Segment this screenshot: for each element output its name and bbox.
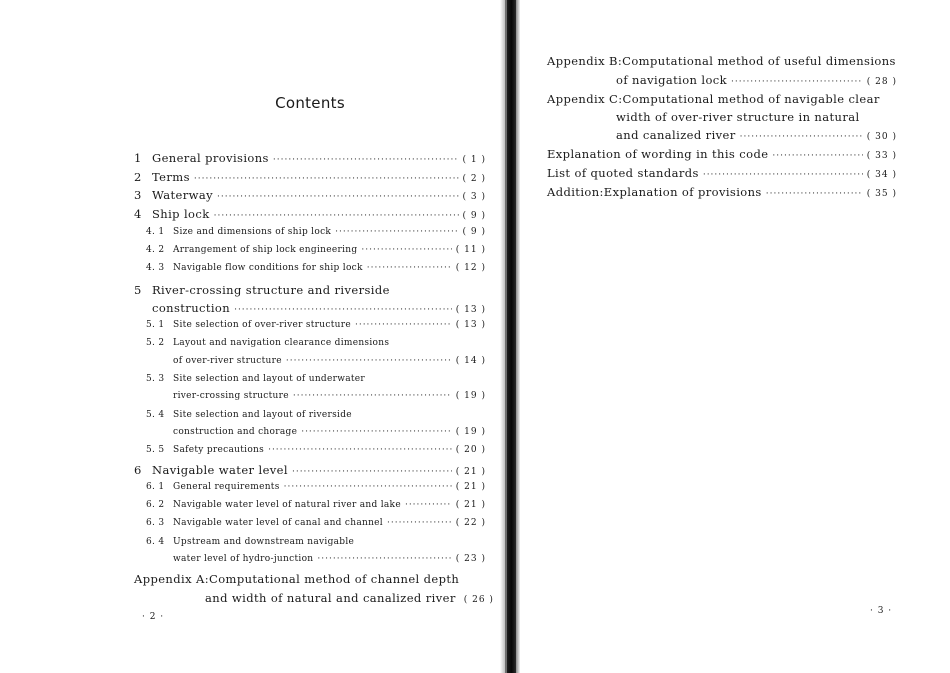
page-number-right: · 3 · <box>870 606 893 616</box>
toc-entry-page: ( 22 ) <box>455 518 486 528</box>
dot-leader <box>367 263 452 273</box>
toc-entry-title: Appendix C:Computational method of navigable clear <box>547 92 880 106</box>
toc-entry-title: Arrangement of ship lock engineering <box>173 245 358 255</box>
toc-entry-title: construction <box>152 301 231 315</box>
toc-entry-page: ( 12 ) <box>455 263 486 273</box>
toc-entry-continuation[interactable] <box>616 128 897 146</box>
dot-leader <box>766 189 863 199</box>
toc-entry-title: construction and chorage <box>173 427 298 437</box>
dot-leader <box>214 211 459 221</box>
toc-entry-page: ( 34 ) <box>866 170 897 180</box>
toc-entry-title: Safety precautions <box>173 445 265 455</box>
dot-leader <box>194 174 459 184</box>
toc-entry-continuation[interactable] <box>152 301 486 319</box>
toc-entry-title: Navigable water level of canal and channel <box>173 518 383 528</box>
dot-leader <box>731 77 863 87</box>
toc-subentry[interactable] <box>146 374 486 392</box>
toc-entry[interactable] <box>547 54 897 72</box>
toc-entry[interactable] <box>134 283 486 301</box>
toc-entry-title: List of quoted standards <box>547 166 699 180</box>
page-number-left: · 2 · <box>142 612 165 622</box>
toc-entry-page: ( 19 ) <box>455 427 486 437</box>
dot-leader <box>301 427 452 437</box>
toc-entry-number: 5. 2 <box>146 338 165 348</box>
toc-entry-title: Waterway <box>152 188 213 202</box>
dot-leader <box>317 554 451 564</box>
toc-entry[interactable] <box>134 188 486 206</box>
toc-subentry[interactable] <box>146 445 486 463</box>
toc-entry-page: ( 35 ) <box>866 189 897 199</box>
toc-entry-page: ( 19 ) <box>455 391 486 401</box>
toc-entry[interactable] <box>134 151 486 169</box>
toc-subentry[interactable] <box>146 537 486 555</box>
toc-entry-title: Navigable water level of natural river and lake <box>173 500 401 510</box>
dot-leader <box>740 132 863 142</box>
toc-entry-number: 3 <box>134 188 142 202</box>
dot-leader <box>772 151 862 161</box>
toc-entry-number: 6. 3 <box>146 518 165 528</box>
toc-entry-title: Upstream and downstream navigable <box>173 537 355 547</box>
toc-entry-page: ( 2 ) <box>462 174 486 184</box>
toc-entry-title: and canalized river <box>616 128 736 142</box>
toc-entry[interactable] <box>134 170 486 188</box>
toc-entry-number: 6. 2 <box>146 500 165 510</box>
toc-entry-title: Navigable flow conditions for ship lock <box>173 263 363 273</box>
toc-entry-number: 5 <box>134 283 142 297</box>
dot-leader <box>268 445 452 455</box>
dot-leader <box>405 500 452 510</box>
toc-entry-page: ( 1 ) <box>462 155 486 165</box>
toc-entry-number: 5. 3 <box>146 374 165 384</box>
toc-subentry-continuation[interactable] <box>173 554 486 572</box>
toc-entry-title: Appendix B:Computational method of useful dimensions <box>547 54 896 68</box>
toc-subentry[interactable] <box>146 245 486 263</box>
dot-leader <box>293 391 452 401</box>
toc-subentry[interactable] <box>146 320 486 338</box>
toc-entry[interactable] <box>547 92 897 110</box>
toc-entry-number: 4. 3 <box>146 263 165 273</box>
toc-entry-page: ( 9 ) <box>462 211 486 221</box>
toc-entry-number: 4. 2 <box>146 245 165 255</box>
dot-leader <box>234 305 452 315</box>
toc-entry-title: Site selection and layout of riverside <box>173 410 352 420</box>
toc-entry-title: River-crossing structure and riverside <box>152 283 390 297</box>
toc-entry[interactable] <box>547 166 897 184</box>
dot-leader <box>703 170 863 180</box>
toc-entry-title: Size and dimensions of ship lock <box>173 227 332 237</box>
toc-entry[interactable] <box>134 207 486 225</box>
toc-entry-title: Site selection of over-river structure <box>173 320 351 330</box>
dot-leader <box>217 192 459 202</box>
toc-entry-continuation[interactable] <box>205 591 494 609</box>
dot-leader <box>387 518 452 528</box>
dot-leader <box>273 155 459 165</box>
toc-entry-title: Site selection and layout of underwater <box>173 374 366 384</box>
toc-entry-page: ( 28 ) <box>866 77 897 87</box>
toc-entry-title: Layout and navigation clearance dimensions <box>173 338 390 348</box>
toc-subentry[interactable] <box>146 410 486 428</box>
toc-entry-page: ( 26 ) <box>463 595 494 605</box>
toc-entry-title: of navigation lock <box>616 73 727 87</box>
toc-subentry[interactable] <box>146 227 486 245</box>
toc-subentry-continuation[interactable] <box>173 391 486 409</box>
toc-subentry[interactable] <box>146 482 486 500</box>
toc-entry-title: Explanation of wording in this code <box>547 147 769 161</box>
toc-entry-page: ( 20 ) <box>455 445 486 455</box>
dot-leader <box>355 320 452 330</box>
toc-entry-number: 5. 4 <box>146 410 165 420</box>
toc-entry-continuation[interactable] <box>616 73 897 91</box>
toc-entry-number: 6. 1 <box>146 482 165 492</box>
toc-entry-number: 5. 1 <box>146 320 165 330</box>
toc-entry-page: ( 21 ) <box>455 467 486 477</box>
toc-entry-title: General provisions <box>152 151 269 165</box>
toc-entry[interactable] <box>547 185 897 203</box>
toc-entry-page: ( 13 ) <box>455 320 486 330</box>
toc-entry-page: ( 11 ) <box>455 245 486 255</box>
toc-entry-title: water level of hydro-junction <box>173 554 314 564</box>
toc-entry-page: ( 3 ) <box>462 192 486 202</box>
toc-entry[interactable] <box>547 147 897 165</box>
toc-entry-title: river-crossing structure <box>173 391 289 401</box>
toc-entry-number: 2 <box>134 170 142 184</box>
toc-entry-title: Ship lock <box>152 207 210 221</box>
toc-entry-title: Addition:Explanation of provisions <box>547 185 762 199</box>
toc-entry-page: ( 21 ) <box>455 482 486 492</box>
toc-entry-number: 1 <box>134 151 142 165</box>
toc-entry-number: 4. 1 <box>146 227 165 237</box>
toc-subentry[interactable] <box>146 263 486 281</box>
dot-leader <box>284 482 452 492</box>
toc-entry-page: ( 23 ) <box>455 554 486 564</box>
toc-entry-title: and width of natural and canalized river <box>205 591 456 605</box>
toc-entry-title: Appendix A:Computational method of channel depth <box>134 572 460 586</box>
toc-entry-title: General requirements <box>173 482 280 492</box>
dot-leader <box>361 245 451 255</box>
toc-entry-title: Terms <box>152 170 190 184</box>
toc-entry[interactable] <box>134 463 486 481</box>
toc-entry-continuation[interactable] <box>616 110 897 128</box>
toc-entry-page: ( 30 ) <box>866 132 897 142</box>
toc-entry-title: of over-river structure <box>173 356 282 366</box>
toc-subentry[interactable] <box>146 518 486 536</box>
toc-entry-number: 6. 4 <box>146 537 165 547</box>
toc-subentry[interactable] <box>146 338 486 356</box>
toc-entry-title: Navigable water level <box>152 463 288 477</box>
dot-leader <box>286 356 452 366</box>
toc-entry-page: ( 33 ) <box>866 151 897 161</box>
contents-title: Contents <box>275 94 345 112</box>
dot-leader <box>292 467 452 477</box>
toc-entry-page: ( 9 ) <box>462 227 486 237</box>
toc-subentry-continuation[interactable] <box>173 356 486 374</box>
toc-entry-title: width of over-river structure in natural <box>616 110 860 124</box>
toc-entry-page: ( 14 ) <box>455 356 486 366</box>
toc-entry-number: 5. 5 <box>146 445 165 455</box>
toc-entry-number: 6 <box>134 463 142 477</box>
dot-leader <box>335 227 458 237</box>
toc-subentry-continuation[interactable] <box>173 427 486 445</box>
toc-entry-page: ( 13 ) <box>455 305 486 315</box>
toc-entry-page: ( 21 ) <box>455 500 486 510</box>
toc-entry[interactable] <box>134 572 486 590</box>
toc-entry-number: 4 <box>134 207 142 221</box>
toc-subentry[interactable] <box>146 500 486 518</box>
